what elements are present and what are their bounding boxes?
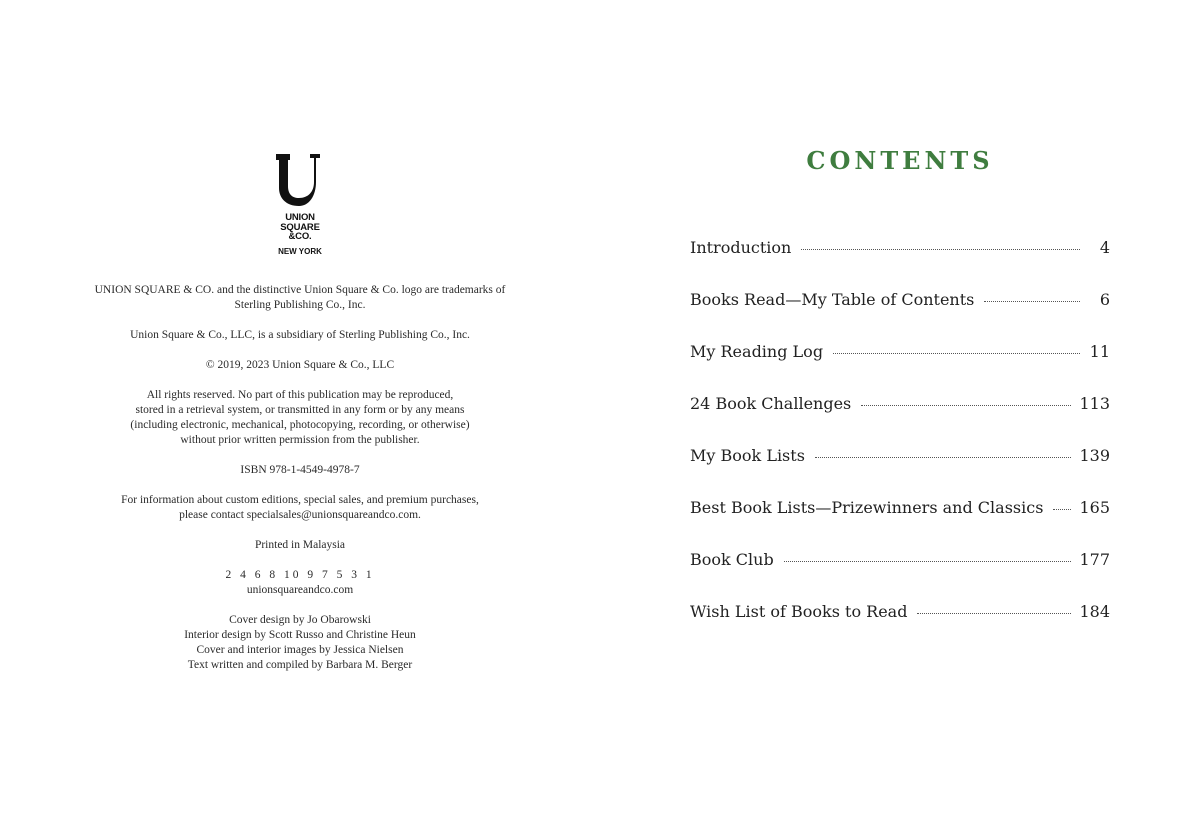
toc-entry[interactable] — [690, 394, 1110, 446]
toc-entry-title: Books Read—My Table of Contents — [690, 290, 975, 309]
toc-entry-title: Introduction — [690, 238, 792, 257]
toc-entry-title: 24 Book Challenges — [690, 394, 852, 413]
toc-entry[interactable] — [690, 290, 1110, 342]
trademark-line: UNION SQUARE & CO. and the distinctive Union Square & Co. logo are trademarks of — [94, 284, 506, 296]
copyright-line: © 2019, 2023 Union Square & Co., LLC — [205, 359, 395, 371]
isbn-line: ISBN 978-1-4549-4978-7 — [240, 464, 360, 476]
rights-line: (including electronic, mechanical, photocopying, recording, or otherwise) — [130, 419, 470, 431]
toc-entry-page: 4 — [1099, 238, 1110, 257]
logo-line: UNION — [285, 212, 315, 223]
toc-entry-page: 184 — [1079, 602, 1110, 621]
credit-line: Cover and interior images by Jessica Nielsen — [196, 644, 404, 656]
toc-entry-page: 6 — [1099, 290, 1110, 309]
rights-line: without prior written permission from the publisher. — [180, 434, 420, 446]
union-square-u-mark-icon — [272, 152, 330, 208]
dot-leader — [833, 353, 1080, 354]
toc-entry[interactable] — [690, 446, 1110, 498]
toc-entry-title: Best Book Lists—Prizewinners and Classics — [690, 498, 1044, 517]
toc-entry[interactable] — [690, 498, 1110, 550]
credit-line: Text written and compiled by Barbara M. Berger — [187, 659, 413, 671]
toc-entry[interactable] — [690, 238, 1110, 290]
contents-page — [600, 0, 1200, 840]
subsidiary-line: Union Square & Co., LLC, is a subsidiary of Sterling Publishing Co., Inc. — [130, 329, 470, 341]
dot-leader — [917, 613, 1071, 614]
printed-in — [60, 538, 540, 553]
toc-entry-title: My Book Lists — [690, 446, 805, 465]
logo-line: SQUARE — [280, 221, 320, 233]
dot-leader — [984, 301, 1080, 302]
printed-line: Printed in Malaysia — [254, 539, 346, 551]
rights-line: stored in a retrieval system, or transmitted in any form or by any means — [135, 404, 465, 416]
toc-entry[interactable] — [690, 342, 1110, 394]
toc-entry-page: 177 — [1079, 550, 1110, 569]
info-line: For information about custom editions, special sales, and premium purchases, — [121, 494, 479, 506]
trademark-line: Sterling Publishing Co., Inc. — [234, 299, 366, 311]
copyright-notice — [60, 358, 540, 373]
dot-leader — [784, 561, 1072, 562]
logo-line: &CO. — [288, 231, 312, 242]
info-line: please contact specialsales@unionsquareandco.com. — [179, 509, 421, 521]
toc-entry-page: 139 — [1079, 446, 1110, 465]
toc-entry-page: 11 — [1089, 342, 1110, 361]
toc-entry[interactable] — [690, 602, 1110, 654]
rights-line: All rights reserved. No part of this publication may be reproduced, — [146, 389, 454, 401]
toc-entry-title: Book Club — [690, 550, 774, 569]
logo-wordmark — [250, 213, 350, 242]
website: unionsquareandco.com — [246, 584, 354, 596]
special-sales-info — [60, 493, 540, 523]
credit-line: Interior design by Scott Russo and Christine Heun — [184, 629, 416, 641]
dot-leader — [1053, 509, 1071, 510]
credits — [60, 613, 540, 673]
isbn — [60, 463, 540, 478]
dot-leader — [815, 457, 1072, 458]
print-line — [60, 568, 540, 598]
table-of-contents — [690, 238, 1110, 654]
rights-notice — [60, 388, 540, 448]
trademark-notice — [60, 283, 540, 313]
publisher-logo — [250, 152, 350, 262]
toc-entry-page: 165 — [1079, 498, 1110, 517]
print-numbers: 2 4 6 8 10 9 7 5 3 1 — [225, 569, 375, 581]
toc-entry-title: My Reading Log — [690, 342, 824, 361]
dot-leader — [861, 405, 1071, 406]
toc-entry[interactable] — [690, 550, 1110, 602]
toc-entry-page: 113 — [1079, 394, 1110, 413]
dot-leader — [801, 249, 1080, 250]
contents-heading: CONTENTS — [806, 146, 994, 175]
logo-city: NEW YORK — [278, 247, 322, 256]
credit-line: Cover design by Jo Obarowski — [229, 614, 371, 626]
subsidiary-notice — [60, 328, 540, 343]
toc-entry-title: Wish List of Books to Read — [690, 602, 908, 621]
